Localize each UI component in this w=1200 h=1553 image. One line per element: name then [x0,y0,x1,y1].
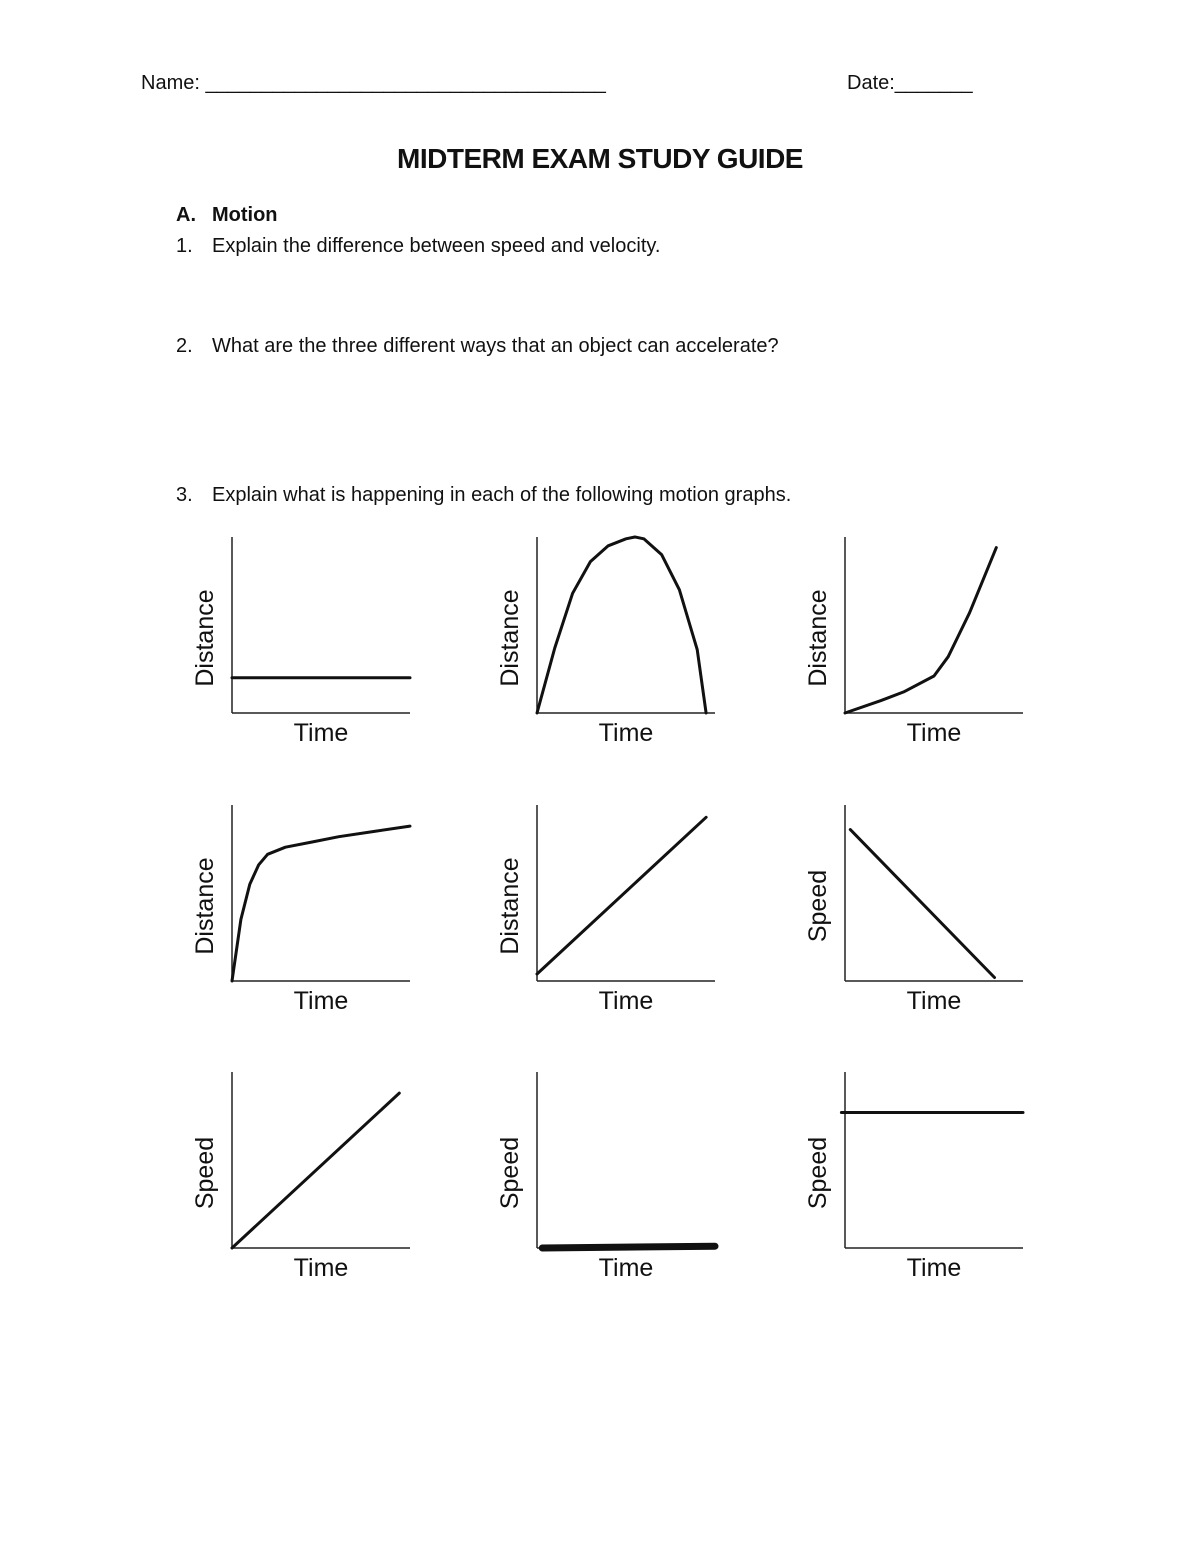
y-axis-label: Distance [191,589,219,687]
y-axis-label: Speed [496,1136,524,1210]
x-axis-label: Time [598,1254,654,1282]
graph-series-line [850,830,994,978]
y-axis-label: Speed [804,869,832,943]
question-1 [176,235,660,258]
question-number: 1. [176,235,193,257]
question-text: What are the three different ways that an object can accelerate? [212,335,779,357]
motion-graph-5 [477,795,735,1051]
motion-graph-4 [172,795,430,1051]
motion-graph-3 [785,527,1043,783]
motion-graph-6 [785,795,1043,1051]
name-field[interactable]: Name: ____________________________________ [141,72,606,94]
y-axis-label: Distance [804,589,832,687]
x-axis-label: Time [598,987,654,1015]
section-heading [176,204,278,227]
motion-graph-9 [785,1062,1043,1318]
date-field[interactable]: Date:_______ [847,72,973,94]
graph-series-line [537,817,706,974]
y-axis-label: Speed [804,1136,832,1210]
y-axis-label: Speed [191,1136,219,1210]
page-title: MIDTERM EXAM STUDY GUIDE [397,143,803,174]
x-axis-label: Time [293,1254,349,1282]
motion-graph-8 [477,1062,735,1318]
x-axis-label: Time [293,719,349,747]
x-axis-label: Time [906,719,962,747]
question-text: Explain what is happening in each of the following motion graphs. [212,484,792,506]
x-axis-label: Time [906,1254,962,1282]
question-number: 3. [176,484,193,506]
x-axis-label: Time [293,987,349,1015]
question-text: Explain the difference between speed and velocity. [212,235,661,257]
x-axis-label: Time [906,987,962,1015]
motion-graph-2 [477,527,735,783]
y-axis-label: Distance [191,857,219,955]
question-3 [176,484,791,507]
graph-series-line [537,537,706,713]
y-axis-label: Distance [496,857,524,955]
section-title: Motion [212,204,278,226]
x-axis-label: Time [598,719,654,747]
graph-series-line [232,826,410,981]
question-number: 2. [176,335,193,357]
motion-graph-1 [172,527,430,783]
graph-series-line [542,1246,715,1248]
graph-series-line [845,548,996,713]
y-axis-label: Distance [496,589,524,687]
section-letter: A. [176,204,196,226]
motion-graph-7 [172,1062,430,1318]
question-2 [176,335,779,358]
graph-series-line [232,1093,399,1248]
